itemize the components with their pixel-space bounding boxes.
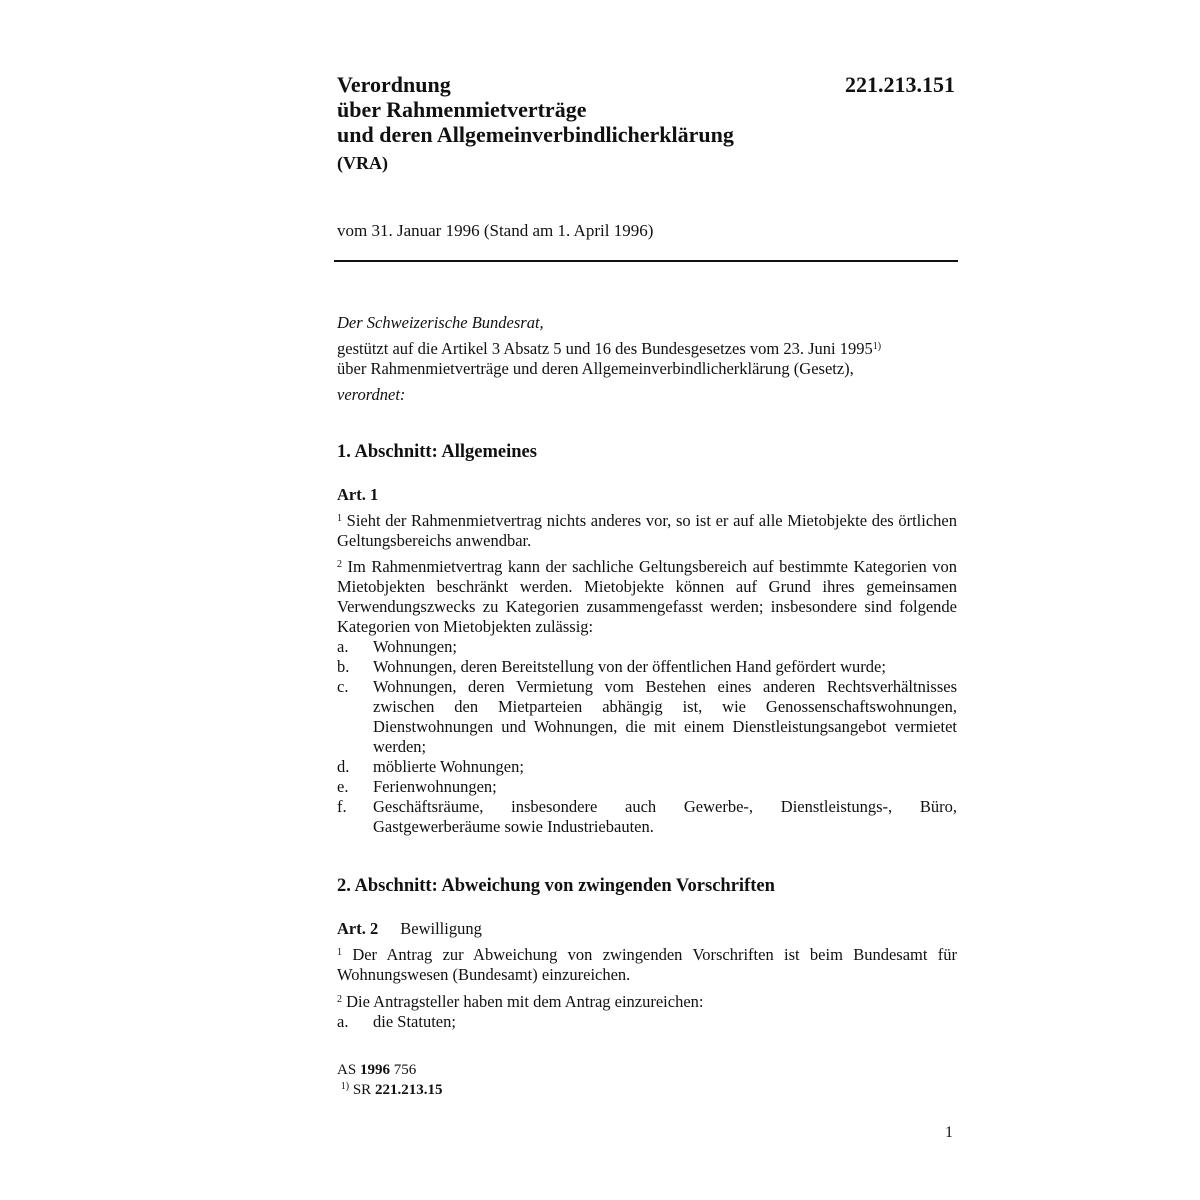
list-label: e. — [337, 777, 349, 796]
title-line-2: über Rahmenmietverträge — [337, 97, 587, 122]
list-item — [337, 677, 957, 757]
ordinance-title — [337, 72, 734, 176]
paragraph-text: Im Rahmenmietvertrag kann der sachliche Geltungsbereich auf bestimmte Kategorien von Mietobjekten beschränkt werden. Mietobjekte können auf Grund ihres gemeinsamen Verwendungszwecks zu Kategorien zusammengefasst werden; insbesondere sind folgende Kategorien von Mietobjekten zulässig: — [337, 557, 958, 636]
title-abbreviation: (VRA) — [337, 153, 388, 173]
paragraph-text: Der Antrag zur Abweichung von zwingenden Vorschriften ist beim Bundesamt für Wohnungswesen (Bundesamt) einzureichen. — [337, 945, 958, 984]
article-1-paragraph-1 — [337, 511, 957, 551]
list-item — [337, 797, 957, 837]
article-2-paragraph-2 — [337, 992, 957, 1032]
paragraph-number: 2 — [337, 994, 342, 1005]
paragraph-text: Die Antragsteller haben mit dem Antrag einzureichen: — [346, 992, 704, 1011]
paragraph-number: 1 — [337, 947, 342, 958]
list-label: f. — [337, 797, 347, 816]
list-text: möblierte Wohnungen; — [373, 757, 524, 776]
list-item — [337, 657, 957, 677]
list-item — [337, 757, 957, 777]
official-collection-ref — [337, 1060, 442, 1080]
footnote-sr-number[interactable]: 221.213.15 — [374, 1082, 443, 1098]
page-number: 1 — [945, 1124, 953, 1141]
footnotes — [337, 1060, 442, 1100]
header-divider — [334, 260, 958, 262]
footnote-sr-prefix: SR — [352, 1082, 372, 1098]
footnote-ref-1[interactable]: 1) — [872, 341, 882, 352]
title-line-3: und deren Allgemeinverbindlicherklärung — [337, 122, 734, 147]
section-2-heading: 2. Abschnitt: Abweichung von zwingenden Vorschriften — [337, 876, 775, 896]
preamble-decree: verordnet: — [337, 385, 406, 404]
list-text: Geschäftsräume, insbesondere auch Gewerbe-, Dienstleistungs-, Büro, Gastgewerberäume sowie Industriebauten. — [373, 797, 957, 836]
article-2-title: Bewilligung — [400, 919, 482, 938]
list-text: Ferienwohnungen; — [373, 777, 497, 796]
preamble-basis-text-2: über Rahmenmietverträge und deren Allgemeinverbindlicherklärung (Gesetz), — [337, 359, 854, 378]
article-2-heading — [337, 919, 482, 939]
footnote-1 — [337, 1080, 442, 1100]
list-text: Wohnungen; — [373, 637, 457, 656]
list-text: die Statuten; — [373, 1012, 456, 1031]
as-prefix: AS — [337, 1062, 357, 1078]
as-year: 1996 — [359, 1062, 390, 1078]
paragraph-number: 1 — [337, 513, 342, 524]
article-1-paragraph-2 — [337, 557, 957, 837]
article-2-paragraph-1 — [337, 945, 957, 985]
as-page: 756 — [393, 1062, 417, 1078]
category-list — [337, 637, 957, 837]
title-line-1: Verordnung — [337, 72, 451, 97]
article-1-heading — [337, 485, 378, 505]
sr-number: 221.213.151 — [845, 72, 955, 97]
article-2-number: Art. 2 — [337, 919, 379, 938]
section-1-heading: 1. Abschnitt: Allgemeines — [337, 442, 537, 462]
date-line: vom 31. Januar 1996 (Stand am 1. April 1996) — [337, 221, 654, 240]
preamble — [337, 313, 957, 405]
list-item — [337, 1012, 957, 1032]
submission-list — [337, 1012, 957, 1032]
list-label: d. — [337, 757, 350, 776]
paragraph-number: 2 — [337, 559, 342, 570]
list-label: b. — [337, 657, 350, 676]
list-item — [337, 637, 957, 657]
paragraph-text: Sieht der Rahmenmietvertrag nichts anderes vor, so ist er auf alle Mietobjekte des örtlichen Geltungsbereichs anwendbar. — [337, 511, 957, 550]
list-label: a. — [337, 637, 349, 656]
list-item — [337, 777, 957, 797]
list-label: c. — [337, 677, 349, 696]
preamble-basis-text-1: gestützt auf die Artikel 3 Absatz 5 und 16 des Bundesgesetzes vom 23. Juni 1995 — [337, 339, 873, 358]
preamble-authority: Der Schweizerische Bundesrat, — [337, 313, 544, 332]
list-text: Wohnungen, deren Vermietung vom Bestehen eines anderen Rechtsverhältnisses zwischen den Mietparteien abhängig ist, wie Genossenschaftswohnungen, Dienstwohnungen und Wohnungen, die mit einem Dienstleistungsangebot vermietet werden; — [373, 677, 957, 756]
list-label: a. — [337, 1012, 349, 1031]
footnote-mark: 1) — [340, 1081, 350, 1092]
preamble-basis — [337, 339, 957, 379]
article-1-number: Art. 1 — [337, 485, 379, 504]
list-text: Wohnungen, deren Bereitstellung von der öffentlichen Hand gefördert wurde; — [373, 657, 886, 676]
